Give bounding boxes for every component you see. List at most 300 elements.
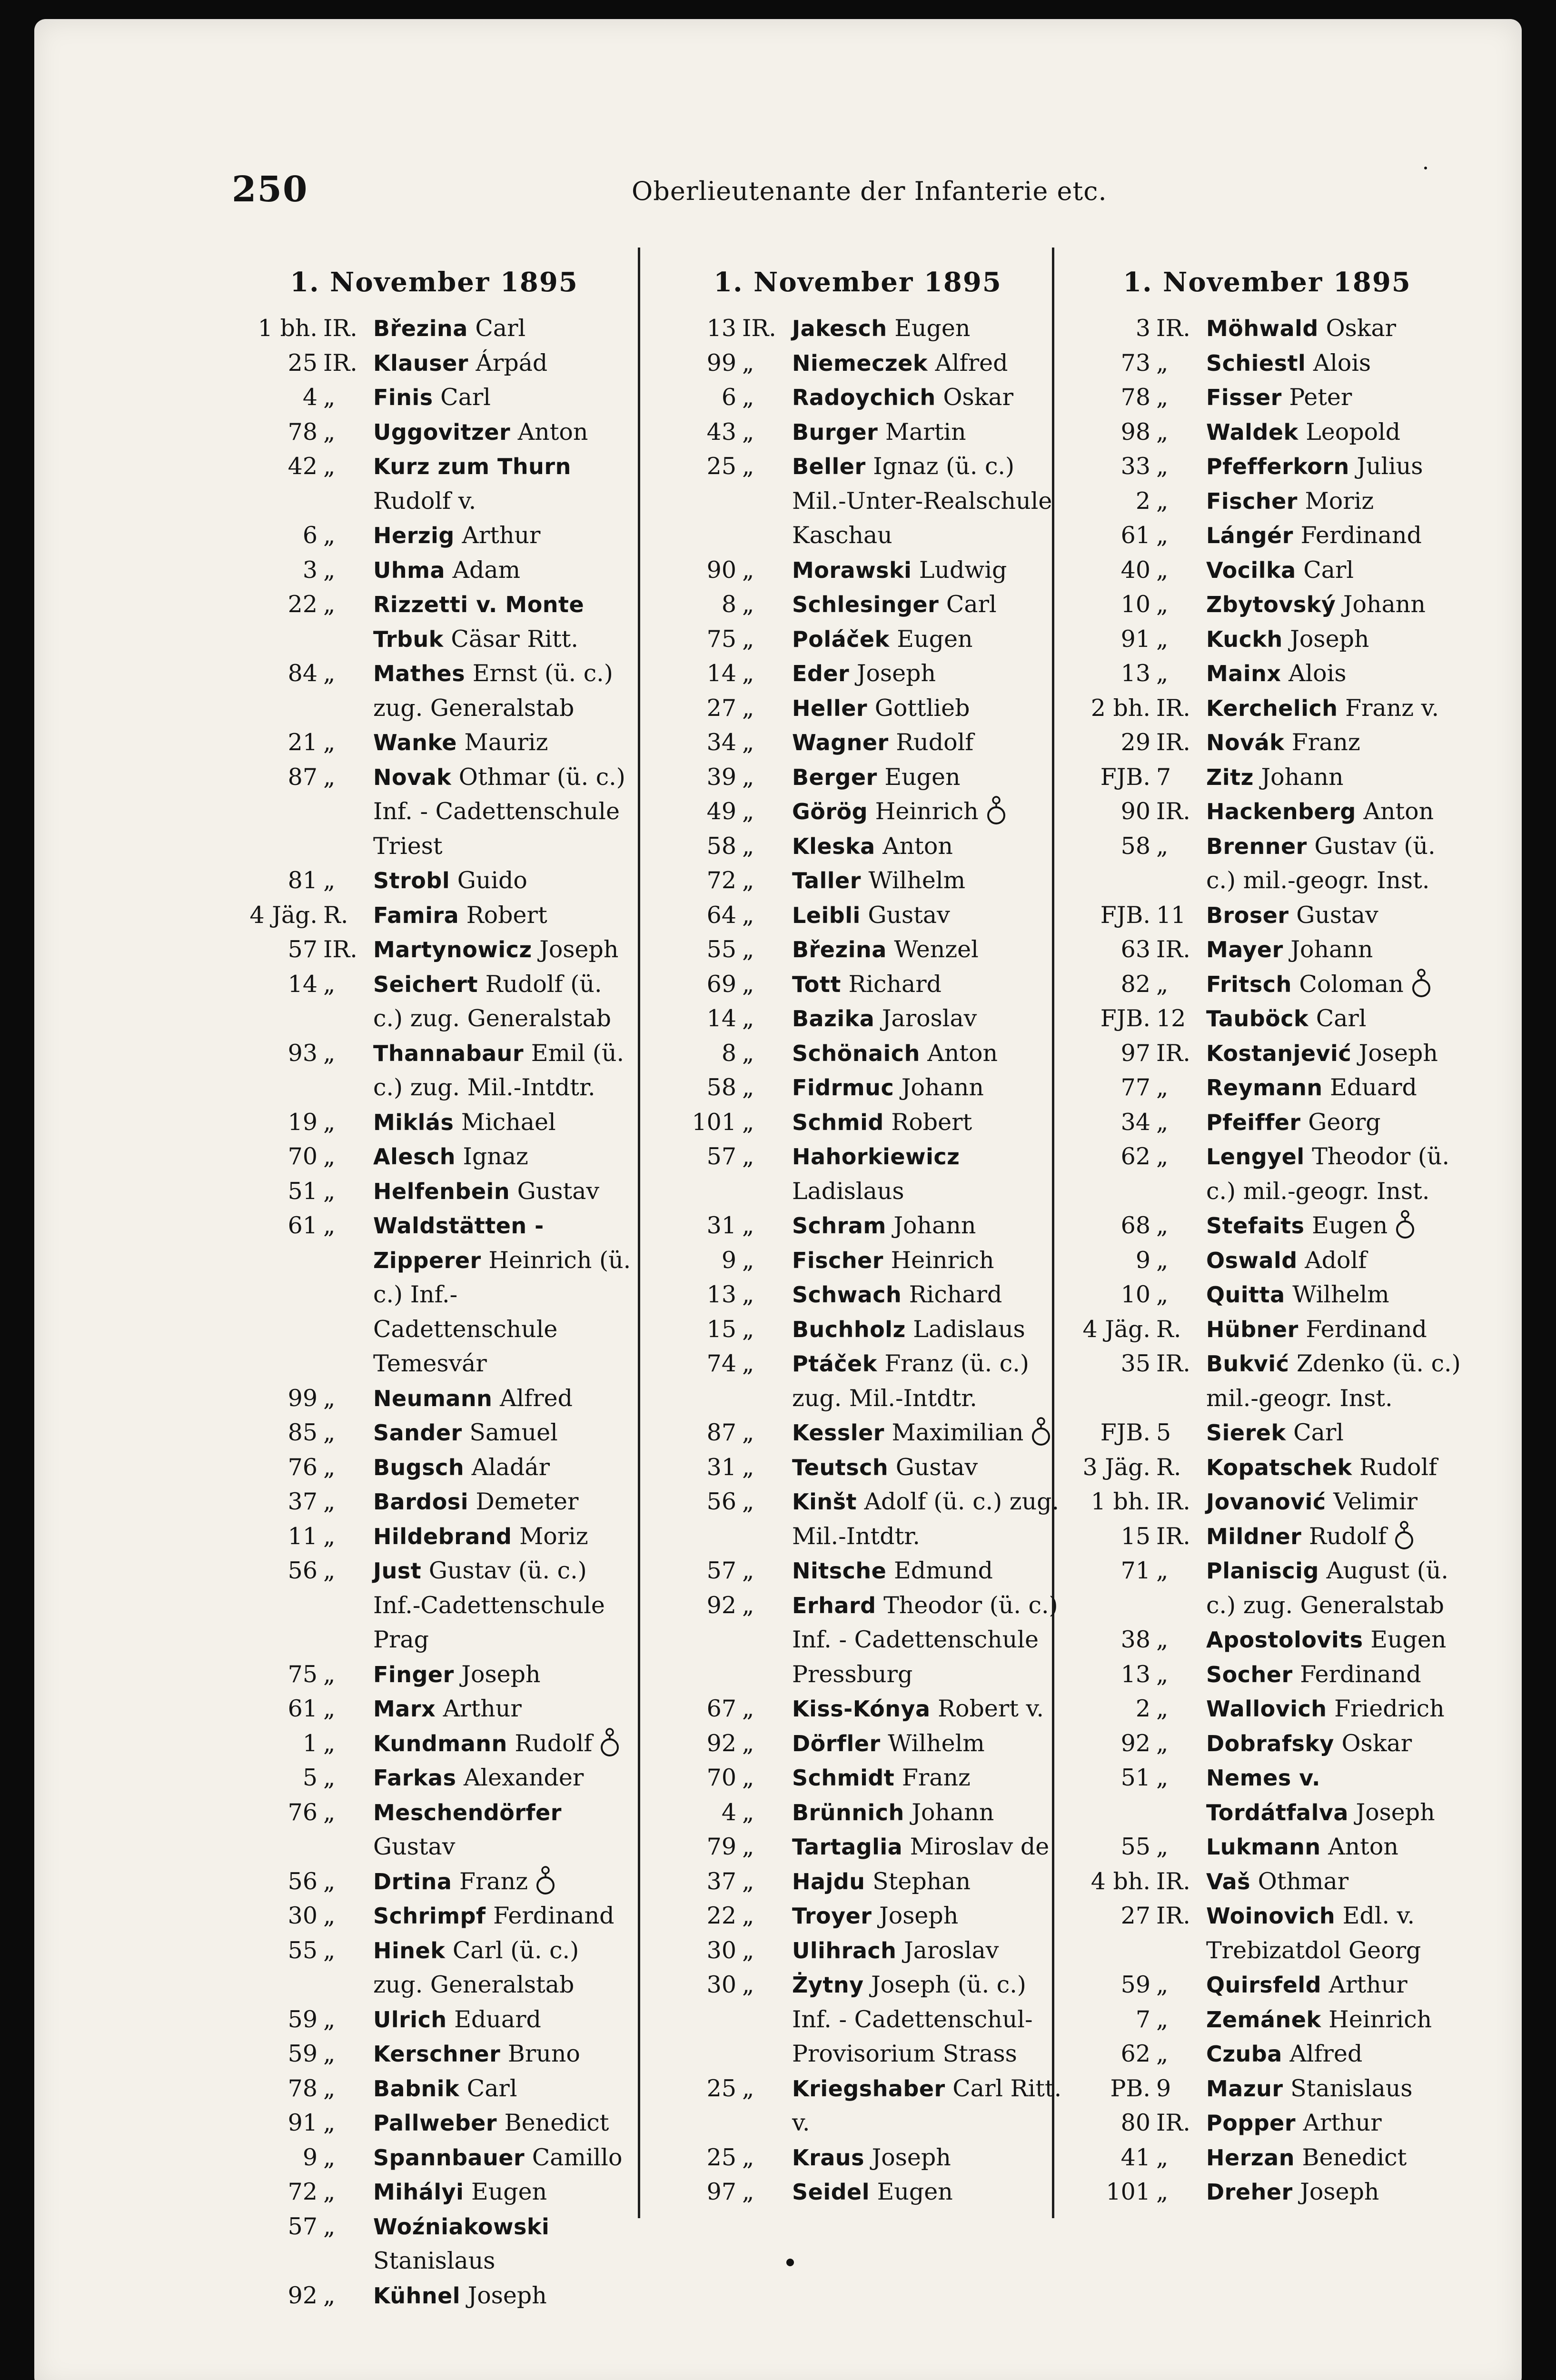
officer-name bbox=[1206, 1450, 1467, 1485]
officer-name bbox=[373, 380, 634, 415]
given-name-and-notes: Eugen bbox=[1370, 1626, 1447, 1653]
regiment-number: 55 bbox=[706, 936, 736, 963]
officer-entry bbox=[1067, 829, 1467, 898]
column-heading: 1. November 1895 bbox=[1123, 267, 1411, 298]
officer-entry bbox=[653, 2141, 1062, 2175]
given-name-and-notes: Ernst (ü. c.) zug. Generalstab bbox=[373, 660, 613, 722]
officer-entry bbox=[234, 587, 634, 656]
unit-type: „ bbox=[742, 1936, 754, 1964]
given-name-and-notes: Carl bbox=[946, 591, 997, 618]
officer-name bbox=[373, 1554, 634, 1657]
given-name-and-notes: Emil (ü. c.) zug. Mil.-Intdtr. bbox=[373, 1039, 624, 1101]
officer-name bbox=[792, 898, 1062, 933]
unit-type: 12 bbox=[1156, 1005, 1186, 1032]
officer-name bbox=[373, 1140, 634, 1174]
given-name-and-notes: Ladislaus bbox=[792, 1177, 904, 1205]
unit-type: „ bbox=[1156, 487, 1169, 515]
officer-name bbox=[373, 1864, 634, 1899]
given-name-and-notes: Johann bbox=[1343, 591, 1426, 618]
given-name-and-notes: Arthur bbox=[443, 1695, 522, 1722]
officer-entry bbox=[653, 1036, 1062, 1071]
unit-type: „ bbox=[1156, 1695, 1169, 1722]
officer-entry bbox=[653, 622, 1062, 657]
regiment-number: 25 bbox=[287, 349, 317, 377]
officer-entry bbox=[234, 1381, 634, 1416]
officer-name bbox=[373, 760, 634, 864]
officer-name bbox=[1206, 1105, 1467, 1140]
surname: Görög bbox=[792, 799, 868, 824]
given-name-and-notes: Heinrich bbox=[1328, 2005, 1432, 2033]
unit-type: „ bbox=[323, 384, 336, 411]
officer-entry bbox=[653, 1278, 1062, 1312]
unit-type: „ bbox=[1156, 1281, 1169, 1308]
regiment-number: 97 bbox=[1120, 1039, 1150, 1067]
given-name-and-notes: Alfred bbox=[935, 349, 1008, 377]
unit-type: „ bbox=[1156, 1108, 1169, 1136]
given-name-and-notes: Johann bbox=[1290, 936, 1373, 963]
regiment-number: 58 bbox=[706, 832, 736, 860]
unit-type: „ bbox=[323, 1557, 336, 1584]
unit-type: „ bbox=[742, 1246, 754, 1274]
unit-type: „ bbox=[742, 1212, 754, 1239]
officer-name bbox=[1206, 1036, 1467, 1071]
regiment-number: 27 bbox=[706, 694, 736, 722]
given-name-and-notes: Joseph bbox=[461, 1660, 541, 1688]
officer-entry bbox=[1067, 1761, 1467, 1830]
officer-name bbox=[1206, 2175, 1467, 2210]
given-name-and-notes: Arthur bbox=[462, 522, 541, 549]
regiment-number: 6 bbox=[302, 522, 317, 549]
unit-type: „ bbox=[323, 1660, 336, 1688]
surname: Kiss-Kónya bbox=[792, 1696, 931, 1722]
surname: Broser bbox=[1206, 902, 1289, 928]
unit-type: „ bbox=[323, 729, 336, 756]
regiment-number: 67 bbox=[706, 1695, 736, 1722]
officer-entry bbox=[234, 380, 634, 415]
unit-type: „ bbox=[742, 729, 754, 756]
regiment-number: 92 bbox=[1120, 1729, 1150, 1757]
officer-entry bbox=[1067, 2037, 1467, 2072]
unit-type: „ bbox=[742, 2074, 754, 2102]
surname: Schiestl bbox=[1206, 350, 1306, 376]
regiment-number: 29 bbox=[1120, 729, 1150, 756]
unit-type: „ bbox=[1156, 1143, 1169, 1170]
unit-type: „ bbox=[1156, 1833, 1169, 1860]
officer-name bbox=[373, 1174, 634, 1209]
officer-name bbox=[1206, 311, 1467, 346]
regiment-number: 7 bbox=[1135, 2005, 1150, 2033]
surname: Niemeczek bbox=[792, 350, 928, 376]
given-name-and-notes: August (ü. c.) zug. Generalstab bbox=[1206, 1557, 1449, 1619]
officer-entry bbox=[1067, 932, 1467, 967]
surname: Famira bbox=[373, 902, 459, 928]
given-name-and-notes: Carl Ritt. v. bbox=[792, 2074, 1062, 2136]
surname: Kriegshaber bbox=[792, 2075, 945, 2102]
surname: Tauböck bbox=[1206, 1006, 1309, 1031]
officer-name bbox=[792, 1071, 1062, 1105]
surname: Morawski bbox=[792, 557, 912, 583]
officer-name bbox=[1206, 1554, 1467, 1623]
decoration-medal-icon bbox=[599, 1727, 621, 1758]
regiment-number: 22 bbox=[287, 591, 317, 618]
regiment-number: 13 bbox=[706, 1281, 736, 1308]
officer-name bbox=[373, 2141, 634, 2175]
given-name-and-notes: Gustav bbox=[373, 1833, 456, 1860]
regiment-number: 98 bbox=[1120, 418, 1150, 446]
surname: Drtina bbox=[373, 1868, 452, 1894]
officer-entry bbox=[1067, 1416, 1467, 1450]
surname: Fisser bbox=[1206, 385, 1282, 410]
given-name-and-notes: Martin bbox=[885, 418, 966, 446]
column-2 bbox=[653, 267, 1062, 2266]
surname: Socher bbox=[1206, 1661, 1293, 1687]
officer-name bbox=[1206, 2072, 1467, 2106]
officer-entry bbox=[1067, 2003, 1467, 2037]
officer-name bbox=[373, 1692, 634, 1726]
regiment-number: 75 bbox=[287, 1660, 317, 1688]
officer-name bbox=[792, 1692, 1062, 1726]
surname: Neumann bbox=[373, 1385, 493, 1411]
officer-entry bbox=[653, 2072, 1062, 2141]
given-name-and-notes: Maximilian bbox=[892, 1419, 1024, 1446]
unit-type: „ bbox=[742, 384, 754, 411]
surname: Fritsch bbox=[1206, 971, 1292, 997]
surname: Just bbox=[373, 1558, 422, 1584]
officer-name bbox=[1206, 932, 1467, 967]
given-name-and-notes: Camillo bbox=[532, 2143, 623, 2171]
officer-name bbox=[792, 2141, 1062, 2175]
officer-name bbox=[373, 2003, 634, 2037]
officer-entry bbox=[234, 2279, 634, 2313]
given-name-and-notes: Eugen bbox=[1312, 1212, 1388, 1239]
regiment-number: 57 bbox=[287, 936, 317, 963]
unit-type: 9 bbox=[1156, 2074, 1171, 2102]
surname: Zitz bbox=[1206, 764, 1254, 790]
unit-type: „ bbox=[323, 1143, 336, 1170]
officer-name bbox=[1206, 1209, 1467, 1243]
unit-type: „ bbox=[742, 1867, 754, 1895]
given-name-and-notes: Rudolf (ü. c.) zug. Generalstab bbox=[373, 970, 612, 1032]
unit-type: „ bbox=[323, 970, 336, 998]
regiment-number: 25 bbox=[706, 2143, 736, 2171]
unit-type: „ bbox=[742, 1557, 754, 1584]
unit-type: „ bbox=[742, 418, 754, 446]
given-name-and-notes: Eugen bbox=[471, 2178, 547, 2205]
given-name-and-notes: Ferdinand bbox=[493, 1902, 614, 1929]
surname: Taller bbox=[792, 868, 861, 893]
unit-type: „ bbox=[742, 1005, 754, 1032]
officer-name bbox=[1206, 622, 1467, 657]
surname: Hahorkiewicz bbox=[792, 1144, 960, 1170]
given-name-and-notes: Guido bbox=[457, 867, 527, 894]
officer-name bbox=[792, 2175, 1062, 2210]
given-name-and-notes: Aladár bbox=[471, 1453, 550, 1481]
regiment-number: 62 bbox=[1120, 1143, 1150, 1170]
given-name-and-notes: Richard bbox=[909, 1281, 1002, 1308]
surname: Nitsche bbox=[792, 1558, 887, 1584]
unit-type: „ bbox=[323, 1867, 336, 1895]
regiment-number: 58 bbox=[1120, 832, 1150, 860]
officer-name bbox=[792, 691, 1062, 726]
decoration-medal-icon bbox=[535, 1865, 556, 1896]
regiment-number: 37 bbox=[287, 1488, 317, 1515]
officer-name bbox=[373, 415, 634, 450]
unit-type: „ bbox=[323, 1453, 336, 1481]
officer-name bbox=[1206, 2037, 1467, 2072]
regiment-number: 1 bbox=[302, 1729, 317, 1757]
officer-entry bbox=[1067, 1692, 1467, 1726]
officer-name bbox=[1206, 1416, 1467, 1450]
officer-entry bbox=[1067, 1243, 1467, 1278]
surname: Schwach bbox=[792, 1282, 902, 1308]
surname: Jovanović bbox=[1206, 1489, 1326, 1515]
officer-name bbox=[1206, 1726, 1467, 1761]
regiment-number: 80 bbox=[1120, 2109, 1150, 2136]
officer-name bbox=[792, 1554, 1062, 1588]
officer-entry bbox=[234, 2037, 634, 2072]
regiment-number: 90 bbox=[1120, 798, 1150, 825]
regiment-number: 13 bbox=[1120, 1660, 1150, 1688]
surname: Lukmann bbox=[1206, 1834, 1321, 1860]
regiment-number: 2 bbox=[1135, 487, 1150, 515]
officer-entry bbox=[653, 1588, 1062, 1692]
officer-entry bbox=[234, 2072, 634, 2106]
surname: Tartaglia bbox=[792, 1834, 903, 1860]
unit-type: „ bbox=[323, 2109, 336, 2136]
officer-name bbox=[373, 656, 634, 725]
officer-entry bbox=[1067, 2072, 1467, 2106]
surname: Kessler bbox=[792, 1420, 884, 1446]
officer-name bbox=[373, 1795, 634, 1864]
given-name-and-notes: Alfred bbox=[1289, 2040, 1363, 2067]
regiment-number: 39 bbox=[706, 763, 736, 791]
officer-name bbox=[1206, 829, 1467, 898]
unit-type: „ bbox=[323, 453, 336, 480]
officer-entry bbox=[234, 1692, 634, 1726]
officer-name bbox=[1206, 553, 1467, 588]
surname: Bardosi bbox=[373, 1489, 468, 1515]
officer-entry bbox=[653, 587, 1062, 622]
regiment-number: 87 bbox=[287, 763, 317, 791]
surname: Stefaits bbox=[1206, 1213, 1305, 1239]
unit-type: R. bbox=[323, 901, 348, 929]
surname: Alesch bbox=[373, 1144, 456, 1170]
given-name-and-notes: Franz (ü. c.) zug. Mil.-Intdtr. bbox=[792, 1350, 1029, 1412]
officer-entry bbox=[1067, 1657, 1467, 1692]
officer-name bbox=[792, 1105, 1062, 1140]
unit-type: „ bbox=[742, 1902, 754, 1929]
given-name-and-notes: Alexander bbox=[464, 1764, 584, 1791]
given-name-and-notes: Franz v. bbox=[1345, 694, 1439, 722]
surname: Rizzetti v. Monte Trbuk bbox=[373, 592, 585, 652]
unit-type: „ bbox=[1156, 832, 1169, 860]
surname: Kleska bbox=[792, 833, 875, 859]
regiment-number: 22 bbox=[706, 1902, 736, 1929]
unit-type: „ bbox=[323, 2005, 336, 2033]
given-name-and-notes: Gustav bbox=[1296, 901, 1378, 929]
unit-type: IR. bbox=[742, 315, 776, 342]
officer-entry bbox=[234, 656, 634, 725]
given-name-and-notes: Gottlieb bbox=[874, 694, 970, 722]
officer-entry bbox=[1067, 553, 1467, 588]
given-name-and-notes: Robert bbox=[891, 1108, 972, 1136]
officer-name bbox=[373, 1381, 634, 1416]
regiment-number: 99 bbox=[287, 1384, 317, 1412]
surname: Żytny bbox=[792, 1972, 864, 1998]
unit-type: „ bbox=[323, 591, 336, 618]
surname: Planiscig bbox=[1206, 1558, 1319, 1584]
unit-type: „ bbox=[742, 694, 754, 722]
officer-entry bbox=[1067, 1864, 1467, 1899]
entry-list bbox=[234, 311, 634, 2313]
given-name-and-notes: Franz bbox=[459, 1867, 528, 1895]
surname: Březina bbox=[792, 937, 887, 962]
officer-entry bbox=[234, 2003, 634, 2037]
unit-type: IR. bbox=[1156, 729, 1190, 756]
surname: Leibli bbox=[792, 902, 861, 928]
officer-name bbox=[792, 415, 1062, 450]
officer-name bbox=[792, 1278, 1062, 1312]
officer-name bbox=[1206, 587, 1467, 622]
surname: Uggovitzer bbox=[373, 419, 511, 445]
surname: Martynowicz bbox=[373, 937, 532, 962]
officer-entry bbox=[234, 1934, 634, 2003]
surname: Quitta bbox=[1206, 1282, 1285, 1308]
surname: Kurz zum Thurn bbox=[373, 454, 571, 479]
given-name-and-notes: Joseph bbox=[467, 2281, 547, 2309]
unit-type: „ bbox=[323, 2074, 336, 2102]
regiment-number: 5 bbox=[302, 1764, 317, 1791]
regiment-number: 9 bbox=[1135, 1246, 1150, 1274]
officer-name bbox=[1206, 449, 1467, 484]
regiment-number: 59 bbox=[287, 2005, 317, 2033]
surname: Mathes bbox=[373, 661, 466, 686]
officer-entry bbox=[653, 1726, 1062, 1761]
officer-entry bbox=[234, 1519, 634, 1554]
given-name-and-notes: Ferdinand bbox=[1300, 522, 1422, 549]
regiment-number: 87 bbox=[706, 1419, 736, 1446]
given-name-and-notes: Rudolf v. bbox=[373, 487, 476, 515]
unit-type: „ bbox=[1156, 522, 1169, 549]
officer-entry bbox=[234, 311, 634, 346]
regiment-number: 49 bbox=[706, 798, 736, 825]
given-name-and-notes: Rudolf bbox=[515, 1729, 593, 1757]
regiment-number: 84 bbox=[287, 660, 317, 687]
surname: Berger bbox=[792, 764, 877, 790]
surname: Dobrafsky bbox=[1206, 1730, 1334, 1756]
surname: Kerschner bbox=[373, 2041, 501, 2067]
unit-type: IR. bbox=[323, 349, 357, 377]
unit-type: „ bbox=[742, 2178, 754, 2205]
unit-type: „ bbox=[323, 1798, 336, 1826]
officer-name bbox=[792, 1209, 1062, 1243]
regiment-number: 61 bbox=[1120, 522, 1150, 549]
unit-type: „ bbox=[742, 453, 754, 480]
officer-entry bbox=[653, 794, 1062, 829]
unit-type: „ bbox=[742, 1143, 754, 1170]
regiment-number: 25 bbox=[706, 2074, 736, 2102]
regiment-number: 6 bbox=[721, 384, 736, 411]
given-name-and-notes: Oskar bbox=[1326, 315, 1397, 342]
officer-entry bbox=[234, 2210, 634, 2279]
given-name-and-notes: Heinrich bbox=[891, 1246, 994, 1274]
given-name-and-notes: Anton bbox=[882, 832, 953, 860]
officer-entry bbox=[653, 346, 1062, 381]
given-name-and-notes: Edl. v. Trebizatdol Georg bbox=[1206, 1902, 1421, 1964]
regiment-number: 59 bbox=[1120, 1971, 1150, 1998]
given-name-and-notes: Joseph bbox=[879, 1902, 959, 1929]
officer-entry bbox=[234, 1726, 634, 1761]
officer-entry bbox=[1067, 311, 1467, 346]
officer-entry bbox=[653, 1934, 1062, 1968]
officer-name bbox=[792, 346, 1062, 381]
surname: Bugsch bbox=[373, 1454, 465, 1480]
surname: Babnik bbox=[373, 2075, 460, 2102]
officer-entry bbox=[234, 1761, 634, 1795]
regiment-number: 14 bbox=[706, 1005, 736, 1032]
unit-type: IR. bbox=[1156, 1902, 1190, 1929]
regiment-number: 78 bbox=[287, 2074, 317, 2102]
officer-entry bbox=[1067, 346, 1467, 381]
given-name-and-notes: Edmund bbox=[893, 1557, 993, 1584]
officer-entry bbox=[653, 1209, 1062, 1243]
regiment-number: 13 bbox=[1120, 660, 1150, 687]
regiment-number: 77 bbox=[1120, 1074, 1150, 1101]
officer-name bbox=[792, 760, 1062, 795]
given-name-and-notes: Franz bbox=[902, 1764, 971, 1791]
unit-type: „ bbox=[323, 1902, 336, 1929]
officer-name bbox=[1206, 725, 1467, 760]
surname: Kostanjević bbox=[1206, 1040, 1352, 1066]
officer-entry bbox=[653, 1554, 1062, 1588]
officer-entry bbox=[234, 1416, 634, 1450]
regiment-number: 99 bbox=[706, 349, 736, 377]
officer-entry bbox=[653, 725, 1062, 760]
officer-entry bbox=[1067, 1347, 1467, 1416]
officer-entry bbox=[1067, 1830, 1467, 1864]
officer-name bbox=[1206, 1657, 1467, 1692]
officer-name bbox=[373, 518, 634, 553]
regiment-number: 9 bbox=[721, 1246, 736, 1274]
given-name-and-notes: Ignaz (ü. c.) Mil.-Unter-Realschule Kaschau bbox=[792, 453, 1052, 549]
officer-entry bbox=[234, 1140, 634, 1174]
officer-name bbox=[792, 1934, 1062, 1968]
unit-type: „ bbox=[742, 660, 754, 687]
officer-name bbox=[373, 1726, 634, 1761]
regiment-number: 2 bbox=[1135, 1695, 1150, 1722]
surname: Herzan bbox=[1206, 2144, 1295, 2171]
officer-name bbox=[1206, 1623, 1467, 1657]
given-name-and-notes: Velimir bbox=[1333, 1488, 1417, 1515]
regiment-number: 93 bbox=[287, 1039, 317, 1067]
regiment-number: 74 bbox=[706, 1350, 736, 1377]
unit-type: „ bbox=[742, 763, 754, 791]
officer-entry bbox=[653, 1243, 1062, 1278]
unit-type: „ bbox=[1156, 1971, 1169, 1998]
officer-entry bbox=[1067, 2141, 1467, 2175]
regiment-number: 3 Jäg. bbox=[1082, 1453, 1150, 1481]
unit-type: IR. bbox=[1156, 798, 1190, 825]
regiment-number: 35 bbox=[1120, 1350, 1150, 1377]
given-name-and-notes: Joseph (ü. c.) Inf. - Cadettenschul-Provisorium Strass bbox=[792, 1971, 1033, 2067]
column-separator bbox=[638, 248, 640, 2218]
given-name-and-notes: Stephan bbox=[872, 1867, 971, 1895]
officer-name bbox=[1206, 1347, 1467, 1416]
officer-name bbox=[373, 1934, 634, 2003]
officer-name bbox=[792, 829, 1062, 864]
unit-type: „ bbox=[742, 1764, 754, 1791]
surname: Waldstätten - Zipperer bbox=[373, 1213, 544, 1273]
